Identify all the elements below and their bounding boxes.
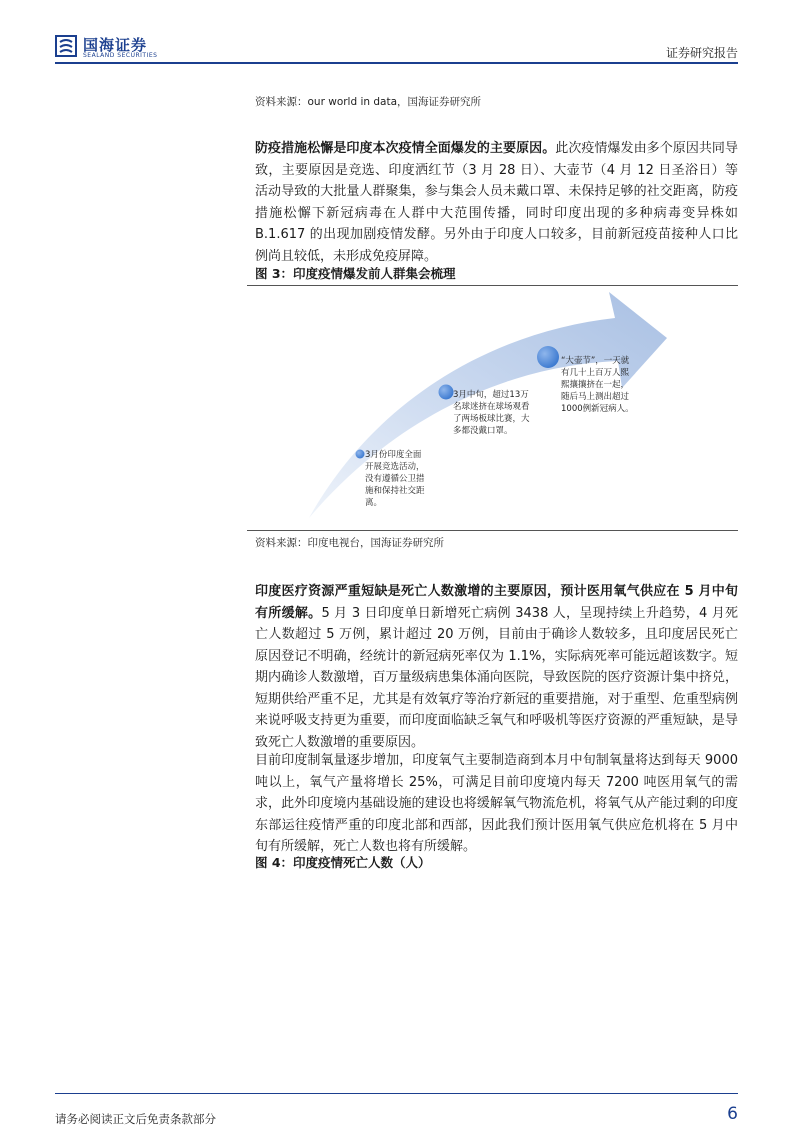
logo-english-name: SEALAND SECURITIES (83, 52, 158, 59)
figure3-timeline-graphic (247, 286, 738, 530)
timeline-point-2-icon (439, 385, 454, 400)
paragraph-cause-body: 此次疫情爆发由多个原因共同导致，主要原因是竞选、印度洒红节（3 月 28 日）、大壶节（4 月 12 日圣浴日）等活动导致的大批量人群聚集，参与集会人员未戴口罩、未保持足够的社交距离，防疫措施松懈下新冠病毒在人群中大范围传播，同时印度出现的多种病毒变异株如 B.1.617 的出现加剧疫情发酵。另外由于印度人口较多，目前新冠疫苗接种人口比例尚且较低，未形成免疫屏障。 (255, 141, 738, 264)
company-logo (55, 32, 215, 64)
report-type: 证券研究报告 (665, 46, 738, 60)
logo-chinese-name: 国海证券 (83, 36, 148, 54)
figure4-title: 图 4：印度疫情死亡人数（人） (255, 855, 431, 870)
timeline-point-1-label: 3月份印度全面开展竞选活动，没有遵循公卫措施和保持社交距离。 (365, 450, 425, 508)
timeline-point-3-icon (537, 346, 559, 368)
source-note-top: 资料来源：our world in data，国海证券研究所 (255, 96, 482, 108)
paragraph-medical-body: 5 月 3 日印度单日新增死亡病例 3438 人，呈现持续上升趋势，4 月死亡人数超过 5 万例，累计超过 20 万例，目前由于确诊人数较多，且印度居民死亡原因登记不明确，经统计的新冠病死率仅为 1.1%，实际病死率可能远超该数字。短期内确诊人数激增，百万量级病患集体涌向医院，导致医院的医疗资源计集中挤兑，短期供给严重不足，尤其是有效氧疗等治疗新冠的重要措施，对于重型、危重型病例来说呼吸支持更为重要，而印度面临缺乏氧气和呼吸机等医疗资源的严重短缺，是导致死亡人数激增的重要原因。 (255, 605, 738, 750)
page-number: 6 (727, 1104, 738, 1124)
timeline-point-1-icon (356, 450, 365, 459)
figure3-title: 图 3：印度疫情爆发前人群集会梳理 (255, 266, 456, 281)
paragraph-medical (255, 581, 738, 753)
page-header (55, 32, 738, 64)
timeline-point-2-label: 3月中旬，超过13万名球迷挤在球场观看了两场板球比赛，大多都没戴口罩。 (453, 390, 530, 436)
paragraph-medical-lead: 印度医疗资源严重短缺是死亡人数激增的主要原因，预计医用氧气供应在 5 月中旬有所缓解。 (255, 584, 738, 621)
footer-disclaimer: 请务必阅读正文后免责条款部分 (55, 1112, 216, 1126)
paragraph-cause (255, 138, 738, 267)
header-divider (55, 62, 738, 64)
footer-divider (55, 1093, 738, 1094)
paragraph-oxygen: 目前印度制氧量逐步增加，印度氧气主要制造商到本月中旬制氧量将达到每天 9000 吨以上，氧气产量将增长 25%，可满足目前印度境内每天 7200 吨医用氧气的需求，此外印度境内基础设施的建设也将缓解氧气物流危机，将氧气从产能过剩的印度东部运往疫情严重的印度北部和西部，因此我们预计医用氧气供应危机将在 5 月中旬有所缓解，死亡人数也将有所缓解。 (255, 753, 738, 854)
timeline-point-3-label: “大壶节”，一天就有几十上百万人熙熙攘攘挤在一起，随后马上测出超过1000例新冠病人。 (561, 356, 634, 414)
figure3-bottom-rule (247, 530, 738, 531)
figure3-source: 资料来源：印度电视台，国海证券研究所 (255, 537, 444, 549)
sealand-logo-icon (55, 34, 77, 58)
paragraph-cause-lead: 防疫措施松懈是印度本次疫情全面爆发的主要原因。 (255, 141, 556, 156)
